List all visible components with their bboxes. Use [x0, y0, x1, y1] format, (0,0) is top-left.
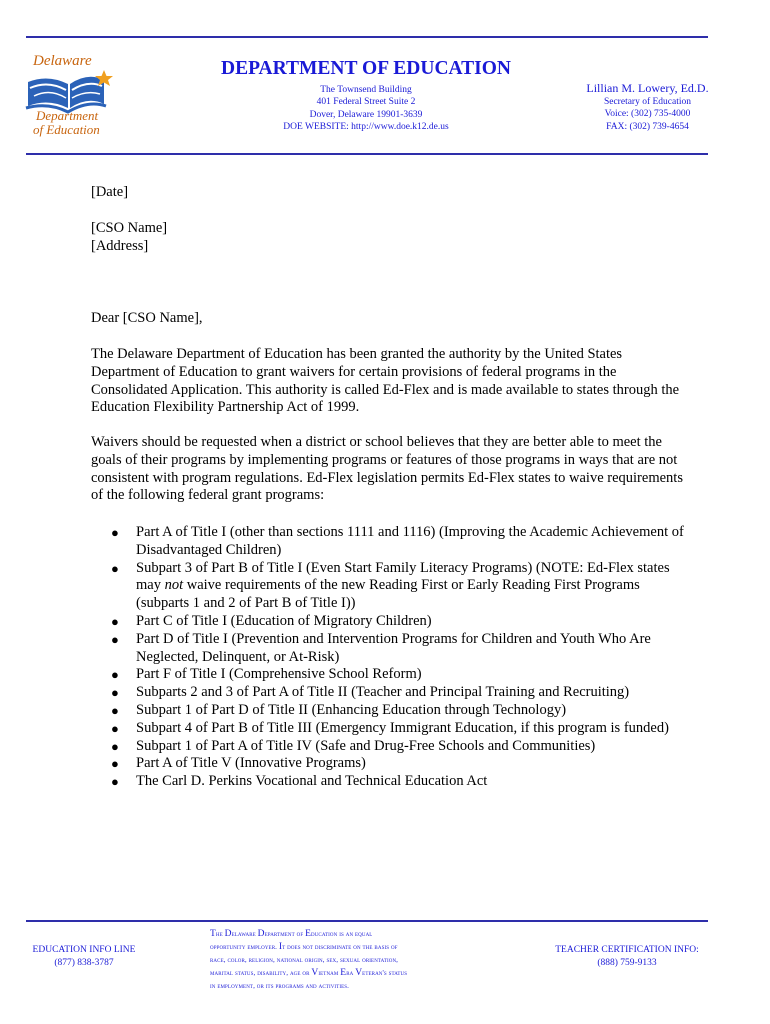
list-item-text: The Carl D. Perkins Vocational and Technical Education Act	[136, 773, 488, 790]
federal-programs-list	[91, 524, 691, 791]
eo-statement-line: The Delaware Department of Education is an equal	[210, 929, 373, 939]
list-item	[91, 684, 691, 702]
bullet-icon: ●	[111, 631, 119, 647]
list-item	[91, 560, 691, 613]
list-item	[91, 524, 691, 560]
education-info-label: EDUCATION INFO LINE	[32, 945, 136, 955]
paragraph-ed-flex-authority: The Delaware Department of Education has been granted the authority by the United States Department of Education to grant waivers for certain provisions of federal programs in the Consolidated Application. This authority is called Ed-Flex and is made available to states through the Education Flexibility Partnership Act of 1999.	[91, 346, 680, 416]
teacher-certification-phone: (888) 759-9133	[597, 957, 657, 968]
salutation: Dear [CSO Name],	[91, 310, 203, 326]
list-item	[91, 720, 691, 738]
paragraph-waiver-requests: Waivers should be requested when a district or school believes that they are better able to meet the goals of their programs by implementing programs or features of those programs in ways that are not consistent with program regulations. Ed-Flex legislation permits Ed-Flex states to waive requirements of the following federal grant programs:	[91, 434, 683, 504]
list-item-text: Subpart 1 of Part D of Title II (Enhancing Education through Technology)	[136, 701, 567, 718]
address-city: Dover, Delaware 19901-3639	[309, 109, 423, 120]
address-building: The Townsend Building	[320, 85, 412, 95]
list-item	[91, 702, 691, 720]
teacher-certification-info	[548, 944, 706, 969]
department-title: DEPARTMENT OF EDUCATION	[220, 58, 512, 79]
list-item-text: Subparts 2 and 3 of Part A of Title II (Teacher and Principal Training and Recruiting)	[136, 684, 630, 701]
fax-number: FAX: (302) 739-4654	[606, 121, 689, 132]
bullet-icon: ●	[111, 685, 119, 701]
header-bottom-rule	[26, 153, 708, 155]
list-item-text: Part F of Title I (Comprehensive School Reform)	[136, 666, 422, 683]
list-item-text: Subpart 3 of Part B of Title I (Even Start Family Literacy Programs) (NOTE: Ed-Flex states may not waive requirements of the new Reading First or Early Reading First Programs (subparts 1 and 2 of Part B of Title I))	[136, 559, 670, 612]
list-item-text: Part A of Title I (other than sections 1111 and 1116) (Improving the Academic Achievement of Disadvantaged Children)	[136, 524, 684, 558]
list-item	[91, 773, 691, 791]
eo-statement-line: marital status, disability, age or Vietnam Era Veteran's status	[210, 968, 408, 978]
recipient-address: [Address]	[91, 238, 149, 254]
bullet-icon: ●	[111, 667, 119, 683]
secretary-title: Secretary of Education	[603, 97, 692, 107]
list-item-text: Part C of Title I (Education of Migratory Children)	[136, 612, 432, 629]
book-icon	[26, 77, 106, 112]
bullet-icon: ●	[111, 613, 119, 629]
footer-rule	[26, 920, 708, 922]
letter-date: [Date]	[91, 184, 129, 200]
logo-department-text: Department	[36, 108, 99, 123]
header-top-rule	[26, 36, 708, 38]
list-item	[91, 613, 691, 631]
teacher-certification-label: TEACHER CERTIFICATION INFO:	[555, 945, 699, 955]
voice-number: Voice: (302) 735-4000	[604, 109, 691, 120]
address-street: 401 Federal Street Suite 2	[316, 97, 416, 108]
eo-statement-line: opportunity employer. It does not discriminate on the basis of	[210, 942, 398, 952]
eo-statement-line: race, color, religion, national origin, sex, sexual orientation,	[210, 956, 399, 964]
logo-delaware-text: Delaware	[33, 53, 92, 69]
address-block	[266, 84, 466, 133]
website-link[interactable]: DOE WEBSITE: http://www.doe.k12.de.us	[283, 121, 449, 132]
bullet-icon: ●	[111, 738, 119, 754]
logo-education-text: of Education	[33, 122, 100, 137]
list-item	[91, 631, 691, 667]
list-item	[91, 738, 691, 756]
bullet-icon: ●	[111, 774, 119, 790]
equal-opportunity-statement	[210, 928, 510, 993]
education-info-phone: (877) 838-3787	[54, 957, 114, 968]
list-item-text: Subpart 1 of Part A of Title IV (Safe and Drug-Free Schools and Communities)	[136, 737, 596, 754]
bullet-icon: ●	[111, 702, 119, 718]
list-item-text: Subpart 4 of Part B of Title III (Emergency Immigrant Education, if this program is funded)	[136, 719, 669, 736]
list-item-text: Part D of Title I (Prevention and Intervention Programs for Children and Youth Who Are Neglected, Delinquent, or At-Risk)	[136, 630, 651, 665]
bullet-icon: ●	[111, 720, 119, 736]
list-item	[91, 666, 691, 684]
recipient-name: [CSO Name]	[91, 220, 168, 236]
education-info-line	[26, 944, 142, 969]
bullet-icon: ●	[111, 756, 119, 772]
bullet-icon: ●	[111, 560, 119, 576]
secretary-block	[575, 80, 720, 133]
bullet-icon: ●	[111, 525, 119, 540]
eo-statement-line: in employment, or its programs and activities.	[210, 982, 349, 990]
list-item	[91, 755, 691, 773]
list-item-text: Part A of Title V (Innovative Programs)	[136, 755, 366, 772]
secretary-name: Lillian M. Lowery, Ed.D.	[586, 81, 709, 95]
